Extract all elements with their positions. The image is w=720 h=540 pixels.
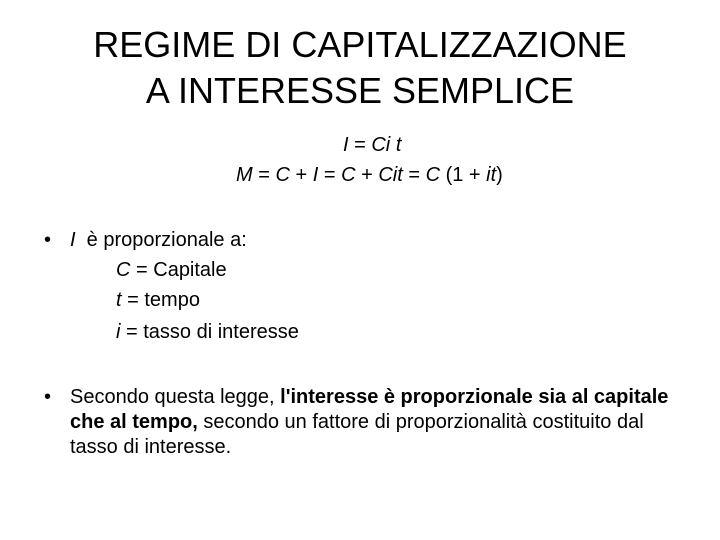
formula-var-M: M <box>236 164 253 186</box>
formula-var-Ci: Ci <box>371 134 391 156</box>
title-line-1: REGIME DI CAPITALIZZAZIONE <box>93 24 627 65</box>
formula-op: = <box>318 164 342 186</box>
formula-amount <box>236 163 503 187</box>
sub-item-var: i <box>116 321 121 343</box>
sub-item-capital <box>116 258 227 282</box>
formula-op: = <box>402 164 426 186</box>
formula-op: = <box>252 164 276 186</box>
sub-item-label: = tasso di interesse <box>120 321 299 343</box>
formula-op: ) <box>496 164 503 186</box>
formula-var-it: it <box>486 164 497 186</box>
sub-item-time <box>116 288 200 312</box>
bullet-1-label: è proporzionale a: <box>75 229 247 251</box>
formula-var-Cit: Cit <box>378 164 403 186</box>
formula-var-C: C <box>341 164 356 186</box>
bullet-2-emphasis: l'interesse è proporzionale sia al capitale che al tempo, <box>70 386 669 433</box>
formula-var-C: C <box>275 164 290 186</box>
formula-op: + <box>355 164 379 186</box>
slide-title <box>0 22 720 114</box>
formula-var-C: C <box>425 164 441 186</box>
bullet-marker: • <box>44 229 52 251</box>
formula-var-I: I <box>343 134 349 156</box>
bullet-1-var: I <box>70 229 76 251</box>
bullet-2-part-1: Secondo questa legge, <box>70 386 281 408</box>
formula-op: + <box>289 164 313 186</box>
sub-item-label: = tempo <box>121 289 200 311</box>
title-line-2: A INTERESSE SEMPLICE <box>145 70 575 111</box>
sub-item-var: t <box>116 289 122 311</box>
bullet-2-text <box>70 385 680 460</box>
formula-op: (1 + <box>440 164 487 186</box>
formula-var-t: t <box>395 134 402 156</box>
sub-item-label: = Capitale <box>130 259 227 281</box>
bullet-marker: • <box>44 386 52 408</box>
formula-op: = <box>348 134 372 156</box>
bullet-2-part-2: secondo un fattore di proporzionalità costituito dal tasso di interesse. <box>70 411 644 458</box>
sub-item-rate <box>116 320 299 344</box>
sub-item-var: C <box>116 259 131 281</box>
bullet-1-text <box>70 228 247 252</box>
formula-interest <box>343 133 401 157</box>
formula-var-I: I <box>312 164 319 186</box>
